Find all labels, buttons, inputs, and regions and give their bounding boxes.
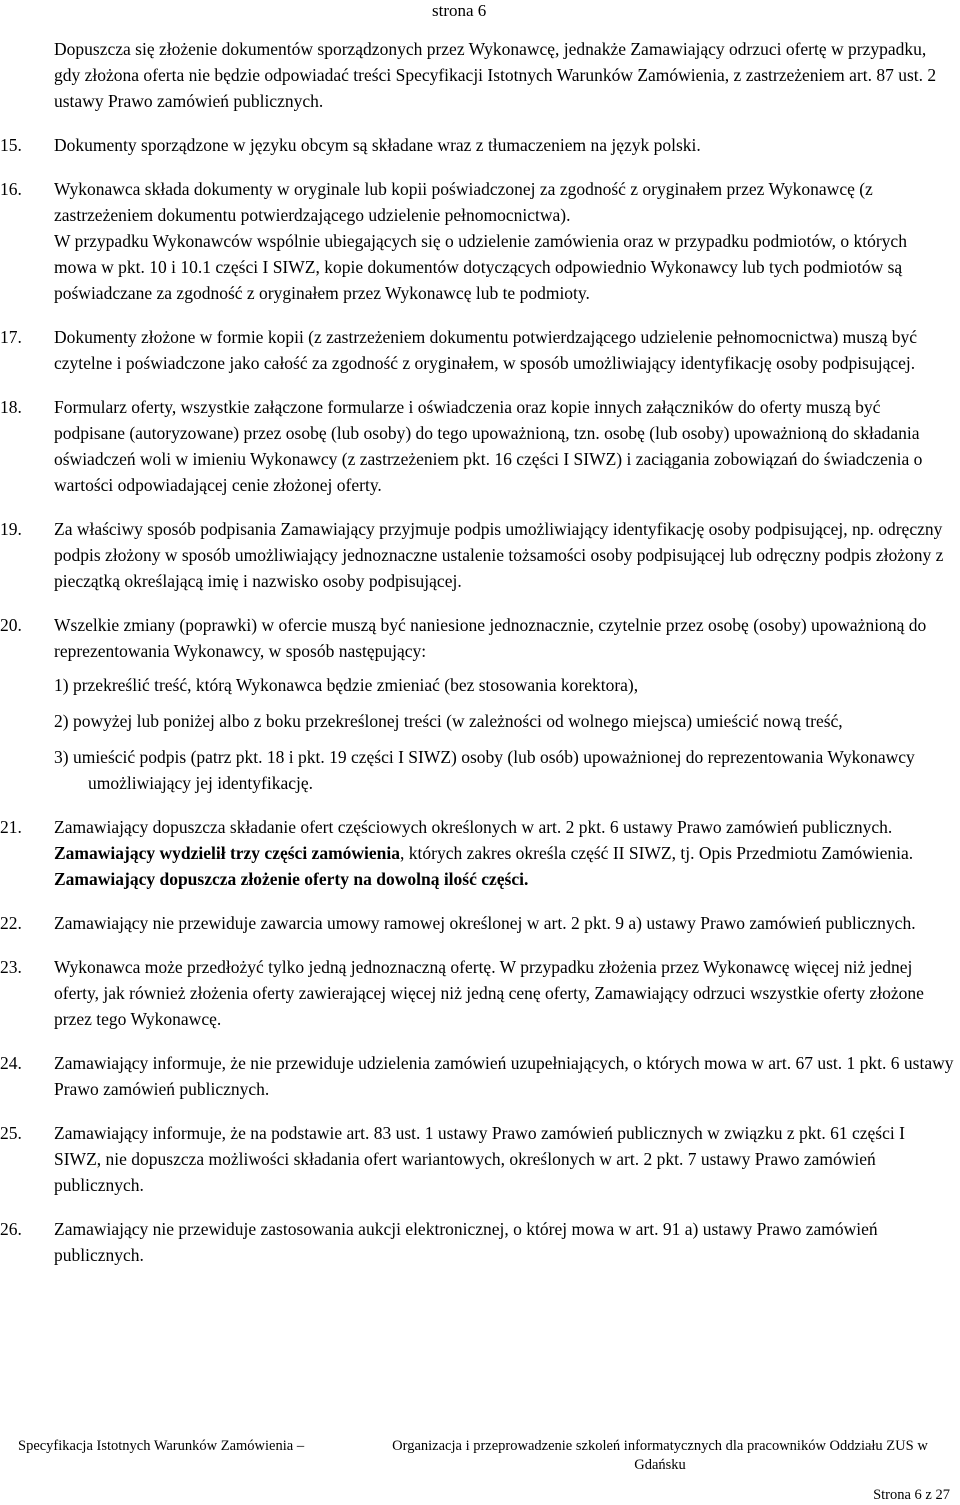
- list-item: [0, 324, 954, 376]
- item-number: 25.: [0, 1123, 22, 1143]
- item-number: 24.: [0, 1053, 22, 1073]
- footer-right: Organizacja i przeprowadzenie szkoleń informatycznych dla pracowników Oddziału ZUS w Gdańsku: [392, 1438, 928, 1473]
- item-text: Dokumenty złożone w formie kopii (z zastrzeżeniem dokumentu potwierdzającego udzielenie pełnomocnictwa) muszą być czytelne i poświadczone jako całość za zgodność z oryginałem, w sposób umożliwiający identyfikację osoby podpisującej.: [54, 327, 918, 373]
- item-number: 21.: [0, 817, 22, 837]
- page-header-label: strona 6: [432, 1, 487, 20]
- item-number: 26.: [0, 1219, 22, 1239]
- item-number: 23.: [0, 957, 22, 977]
- item-text: Zamawiający informuje, że na podstawie art. 83 ust. 1 ustawy Prawo zamówień publicznych w związku z pkt. 61 części I SIWZ, nie dopuszcza możliwości składania ofert wariantowych, określonych w art. 2 pkt. 7 ustawy Prawo zamówień publicznych.: [54, 1123, 905, 1195]
- item-text: Za właściwy sposób podpisania Zamawiający przyjmuje podpis umożliwiający identyfikację osoby podpisującej, np. odręczny podpis złożony w sposób umożliwiający jednoznaczne ustalenie tożsamości osoby podpisującej lub odręczny podpis złożony z pieczątką określającą imię i nazwisko osoby podpisującej.: [54, 519, 944, 591]
- item-number: 20.: [0, 615, 22, 635]
- item-number: 15.: [0, 135, 22, 155]
- item-text: Wykonawca składa dokumenty w oryginale lub kopii poświadczonej za zgodność z oryginałem przez Wykonawcę (z zastrzeżeniem dokumentu potwierdzającego udzielenie pełnomocnictwa).: [54, 179, 873, 225]
- item-number: 19.: [0, 519, 22, 539]
- sub-item: 2) powyżej lub poniżej albo z boku przekreślonej treści (w zależności od wolnego miejsca) umieścić nową treść,: [54, 711, 843, 731]
- item-text-bold: Zamawiający wydzielił trzy części zamówienia: [54, 843, 401, 863]
- list-item: [0, 1120, 954, 1198]
- list-item: [0, 1050, 954, 1102]
- sub-item: 3) umieścić podpis (patrz pkt. 18 i pkt. 19 części I SIWZ) osoby (lub osób) upoważnionej do reprezentowania Wykonawcy umożliwiający jej identyfikację.: [54, 747, 915, 793]
- list-item: [0, 910, 954, 936]
- item-text: Zamawiający informuje, że nie przewiduje udzielenia zamówień uzupełniających, o których mowa w art. 67 ust. 1 pkt. 6 ustawy Prawo zamówień publicznych.: [54, 1053, 954, 1099]
- item-text-continued: W przypadku Wykonawców wspólnie ubiegających się o udzielenie zamówienia oraz w przypadku podmiotów, o których mowa w pkt. 10 i 10.1 części I SIWZ, kopie dokumentów dotyczących odpowiednio Wykonawcy lub tych podmiotów są poświadczane za zgodność z oryginałem przez Wykonawcę lub te podmioty.: [54, 231, 907, 303]
- list-item: [0, 1216, 954, 1268]
- item-text-part: , których zakres określa część II SIWZ, tj. Opis Przedmiotu Zamówienia.: [400, 843, 914, 863]
- item-number: 18.: [0, 397, 22, 417]
- footer-left: Specyfikacja Istotnych Warunków Zamówienia –: [18, 1438, 305, 1454]
- intro-paragraph: Dopuszcza się złożenie dokumentów sporządzonych przez Wykonawcę, jednakże Zamawiający odrzuci ofertę w przypadku, gdy złożona oferta nie będzie odpowiadać treści Specyfikacji Istotnych Warunków Zamówienia, z zastrzeżeniem art. 87 ust. 2 ustawy Prawo zamówień publicznych.: [54, 39, 937, 111]
- item-number: 16.: [0, 179, 22, 199]
- item-text: [54, 814, 954, 866]
- item-text: Wszelkie zmiany (poprawki) w ofercie muszą być naniesione jednoznacznie, czytelnie przez osobę (osoby) upoważnioną do reprezentowania Wykonawcy, w sposób następujący:: [54, 615, 927, 661]
- list-item: [0, 612, 954, 796]
- bold-statement: Zamawiający dopuszcza złożenie oferty na dowolną ilość części.: [54, 869, 529, 889]
- list-item: [0, 176, 954, 306]
- list-item: [0, 394, 954, 498]
- item-text: Dokumenty sporządzone w języku obcym są składane wraz z tłumaczeniem na język polski.: [54, 135, 701, 155]
- item-text-part: Zamawiający dopuszcza składanie ofert częściowych określonych w art. 2 pkt. 6 ustawy Prawo zamówień publicznych.: [54, 817, 893, 837]
- sub-item: 1) przekreślić treść, którą Wykonawca będzie zmieniać (bez stosowania korektora),: [54, 675, 639, 695]
- list-item: [0, 814, 954, 892]
- document-body: [0, 36, 954, 1286]
- item-text: Formularz oferty, wszystkie załączone formularze i oświadczenia oraz kopie innych załączników do oferty muszą być podpisane (autoryzowane) przez osobę (lub osoby) do tego upoważnioną, tzn. osobę (lub osoby) upoważnioną do składania oświadczeń woli w imieniu Wykonawcy (z zastrzeżeniem pkt. 16 części I SIWZ) i zaciągania zobowiązań do świadczenia o wartości odpowiadającej cenie złożonej oferty.: [54, 397, 923, 495]
- list-item: [0, 954, 954, 1032]
- list-item: [0, 516, 954, 594]
- page-number: Strona 6 z 27: [873, 1487, 950, 1503]
- item-number: 17.: [0, 327, 22, 347]
- item-text: Zamawiający nie przewiduje zawarcia umowy ramowej określonej w art. 2 pkt. 9 a) ustawy Prawo zamówień publicznych.: [54, 913, 916, 933]
- item-text: Zamawiający nie przewiduje zastosowania aukcji elektronicznej, o której mowa w art. 91 a) ustawy Prawo zamówień publicznych.: [54, 1219, 878, 1265]
- item-number: 22.: [0, 913, 22, 933]
- item-text: Wykonawca może przedłożyć tylko jedną jednoznaczną ofertę. W przypadku złożenia przez Wykonawcę więcej niż jednej oferty, jak również złożenia oferty zawierającej więcej niż jedną cenę oferty, Zamawiający odrzuci wszystkie oferty złożone przez tego Wykonawcę.: [54, 957, 924, 1029]
- list-item: [0, 132, 954, 158]
